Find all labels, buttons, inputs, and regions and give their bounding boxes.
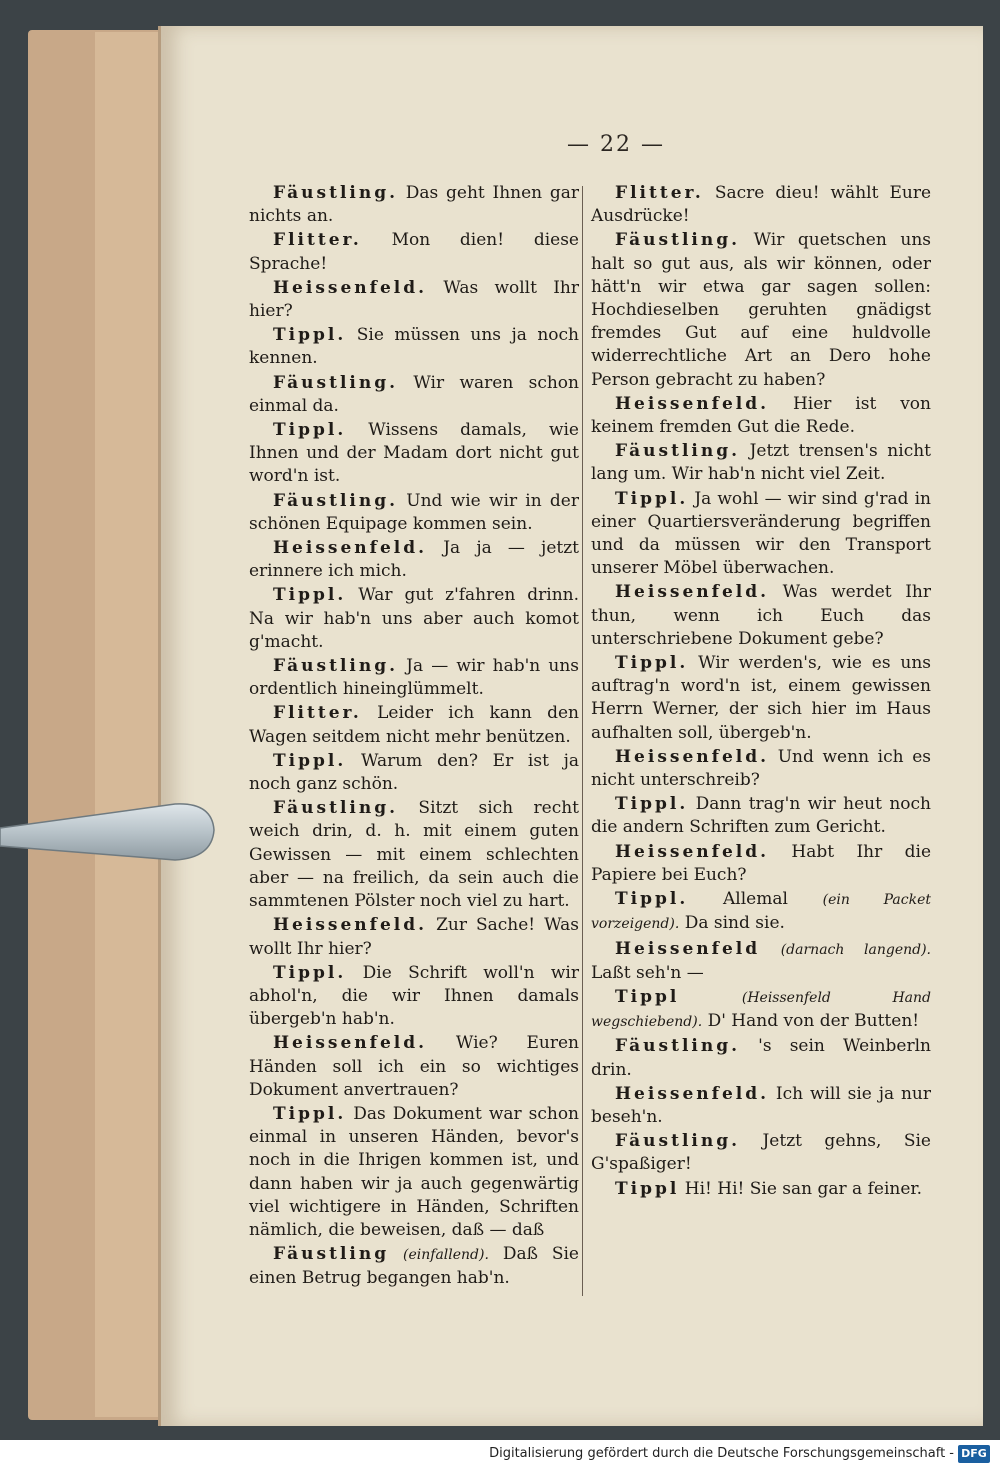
speaker-name: Fäustling.: [273, 490, 399, 511]
dialogue-line: [591, 488, 931, 581]
speech-text: Und wenn ich es nicht unterschreib?: [591, 746, 931, 791]
speech-text: Dann trag'n wir heut noch die andern Schriften zum Gericht.: [591, 794, 932, 838]
dialogue-line: [249, 962, 579, 1032]
dialogue-line: [591, 746, 931, 792]
speaker-name: Heissenfeld: [615, 938, 761, 959]
column-divider: [582, 186, 583, 1296]
dialogue-line: [249, 655, 579, 701]
speech-text: War gut z'fahren drinn. Na wir hab'n uns aber auch komot g'macht.: [249, 585, 579, 652]
dialogue-line: [249, 324, 579, 370]
page-weight-pointer: [0, 800, 215, 868]
dialogue-line: [591, 440, 931, 486]
speaker-name: Tippl.: [273, 325, 347, 346]
dfg-logo: DFG: [958, 1445, 990, 1463]
dialogue-line: [591, 986, 931, 1034]
speech-text: Leider ich kann den Wagen seitdem nicht mehr benützen.: [249, 703, 579, 747]
speech-text: Mon dien! diese Sprache!: [249, 230, 579, 274]
right-column: [591, 182, 931, 1202]
page-number: — 22 —: [567, 132, 665, 157]
dialogue-line: [249, 419, 579, 489]
speech-text: Wir quetschen uns halt so gut aus, als wir können, oder hätt'n wir etwa gar sagen sollen: Hochdieselben geruhten gnädigst fremdes Gut auf eine huldvolle widerrechtliche Art an Dero hohe Person gebracht zu haben?: [591, 230, 931, 390]
speech-text: 's sein Weinberln drin.: [591, 1036, 931, 1080]
speaker-name: Tippl.: [273, 962, 347, 983]
speech-text: Allemal: [722, 889, 788, 910]
dialogue-line: [591, 393, 931, 439]
speaker-name: Tippl.: [615, 488, 689, 509]
speech-text: Jetzt gehns, Sie G'spaßiger!: [591, 1131, 931, 1175]
speaker-name: Heissenfeld.: [273, 277, 428, 298]
dialogue-line: [591, 793, 931, 839]
speech-text: Sacre dieu! wählt Eure Ausdrücke!: [591, 183, 932, 227]
speaker-name: Heissenfeld.: [615, 746, 770, 767]
speaker-name: Flitter.: [273, 230, 362, 251]
dialogue-line: [249, 182, 579, 228]
dialogue-line: [591, 652, 931, 745]
speaker-name: Heissenfeld.: [273, 538, 428, 559]
speech-text: Die Schrift woll'n wir abhol'n, die wir Ihnen damals übergeb'n hab'n.: [249, 962, 579, 1030]
speaker-name: Heissenfeld.: [615, 841, 770, 862]
speaker-name: Fäustling.: [615, 441, 741, 462]
dialogue-line: [591, 1083, 931, 1129]
speaker-name: Tippl.: [273, 750, 347, 771]
speaker-name: Flitter.: [273, 703, 362, 724]
dialogue-line: [249, 1103, 579, 1242]
dialogue-line: [591, 1178, 931, 1201]
speech-text: Sitzt sich recht weich drin, d. h. mit einem guten Gewissen — mit einem schlechten aber — na freilich, da sein auch die sammtenen Pölster noch viel zu hart.: [249, 798, 579, 912]
speech-text: Das Dokument war schon einmal in unseren Händen, bevor's noch in die Ihrigen kommen ist, und dann haben wir ja auch gegenwärtig viel wichtigere in Händen, Schriften nämlich, die beweisen, daß — daß: [249, 1103, 580, 1240]
stage-direction: (darnach langend).: [780, 941, 931, 958]
speech-text: Wissens damals, wie Ihnen und der Madam dort nicht gut word'n ist.: [249, 420, 579, 487]
speaker-name: Tippl.: [615, 889, 689, 910]
dialogue-line: [249, 797, 579, 913]
book-page: [158, 26, 983, 1426]
speech-text: Was werdet Ihr thun, wenn ich Euch das unterschriebene Dokument gebe?: [591, 582, 932, 649]
dialogue-line: [249, 229, 579, 275]
speech-text: Habt Ihr die Papiere bei Euch?: [591, 841, 932, 885]
speaker-name: Fäustling.: [273, 183, 399, 203]
dialogue-line: [591, 182, 931, 228]
dialogue-line: [591, 938, 931, 985]
dialogue-line: [591, 841, 931, 887]
stage-direction: (einfallend).: [403, 1247, 489, 1264]
speech-text: Warum den? Er ist ja noch ganz schön.: [249, 750, 580, 795]
dialogue-line: [591, 1035, 931, 1081]
dialogue-line: [249, 372, 579, 418]
speech-text: Ich will sie ja nur beseh'n.: [591, 1083, 931, 1127]
speech-text: Daß Sie einen Betrug begangen hab'n.: [249, 1244, 579, 1289]
speaker-name: Fäustling.: [615, 1036, 741, 1057]
dialogue-line: [249, 490, 579, 536]
speech-text: Ja — wir hab'n uns ordentlich hineinglümmelt.: [249, 656, 579, 700]
speech-text: Hi! Hi! Sie san gar a feiner.: [684, 1178, 923, 1199]
speech-text: Wir werden's, wie es uns auftrag'n word'n ist, einem gewissen Herrn Werner, der sich hier im Haus aufhalten soll, übergeb'n.: [591, 653, 931, 743]
dialogue-line: [591, 1130, 931, 1176]
speaker-name: Tippl.: [273, 585, 347, 606]
footer-credit: Digitalisierung gefördert durch die Deutsche Forschungsgemeinschaft -: [489, 1446, 954, 1461]
speech-text: Jetzt trensen's nicht lang um. Wir hab'n nicht viel Zeit.: [591, 441, 931, 485]
speaker-name: Heissenfeld.: [273, 1033, 428, 1054]
speaker-name: Fäustling.: [273, 656, 399, 677]
speaker-name: Tippl.: [615, 794, 689, 815]
speech-text: Das geht Ihnen gar nichts an.: [249, 183, 579, 227]
dialogue-line: [591, 581, 931, 651]
speaker-name: Fäustling: [273, 1244, 390, 1265]
speaker-name: Tippl: [615, 1178, 680, 1199]
dialogue-line: [591, 229, 931, 391]
dialogue-line: [249, 584, 579, 654]
stage-direction: (ein Packet vorzeigend).: [591, 892, 931, 933]
speaker-name: Tippl.: [273, 420, 347, 441]
speaker-name: Flitter.: [615, 183, 704, 203]
speaker-name: Tippl.: [615, 653, 689, 674]
dialogue-line: [249, 277, 579, 323]
speaker-name: Fäustling.: [273, 372, 399, 393]
dialogue-line: [249, 1032, 579, 1102]
stage-direction: (Heissenfeld Hand wegschiebend).: [591, 989, 931, 1031]
speaker-name: Fäustling.: [273, 798, 399, 819]
speaker-name: Tippl.: [273, 1103, 347, 1124]
speech-text: Ja wohl — wir sind g'rad in einer Quartiersveränderung begriffen und da müssen wir den Transport unserer Möbel überwachen.: [591, 488, 931, 579]
speech-text: Wie? Euren Händen soll ich ein so wichtiges Dokument anvertrauen?: [249, 1033, 580, 1100]
speaker-name: Heissenfeld.: [615, 582, 770, 603]
speech-text: Wir waren schon einmal da.: [249, 372, 579, 416]
speaker-name: Fäustling.: [615, 230, 741, 251]
speech-text: Hier ist von keinem fremden Gut die Rede.: [591, 393, 931, 438]
speaker-name: Heissenfeld.: [273, 915, 428, 936]
speech-text: Zur Sache! Was wollt Ihr hier?: [249, 915, 580, 959]
speaker-name: Heissenfeld.: [615, 1083, 770, 1104]
speech-text: Was wollt Ihr hier?: [249, 277, 580, 322]
speech-text: D' Hand von der Butten!: [707, 1011, 920, 1032]
speaker-name: Tippl: [615, 986, 680, 1007]
dialogue-line: [591, 888, 931, 936]
dialogue-line: [249, 537, 579, 583]
dialogue-line: [249, 1243, 579, 1290]
speech-text: Sie müssen uns ja noch kennen.: [249, 325, 580, 369]
speech-text: Und wie wir in der schönen Equipage kommen sein.: [249, 490, 579, 534]
speech-text: Da sind sie.: [684, 913, 785, 934]
dialogue-line: [249, 914, 579, 960]
dialogue-line: [249, 702, 579, 748]
speaker-name: Fäustling.: [615, 1131, 741, 1152]
speech-text: Ja ja — jetzt erinnere ich mich.: [249, 538, 579, 582]
dialogue-line: [249, 750, 579, 796]
speaker-name: Heissenfeld.: [615, 393, 770, 414]
left-column: [249, 182, 579, 1292]
speech-text: Laßt seh'n —: [591, 962, 704, 983]
